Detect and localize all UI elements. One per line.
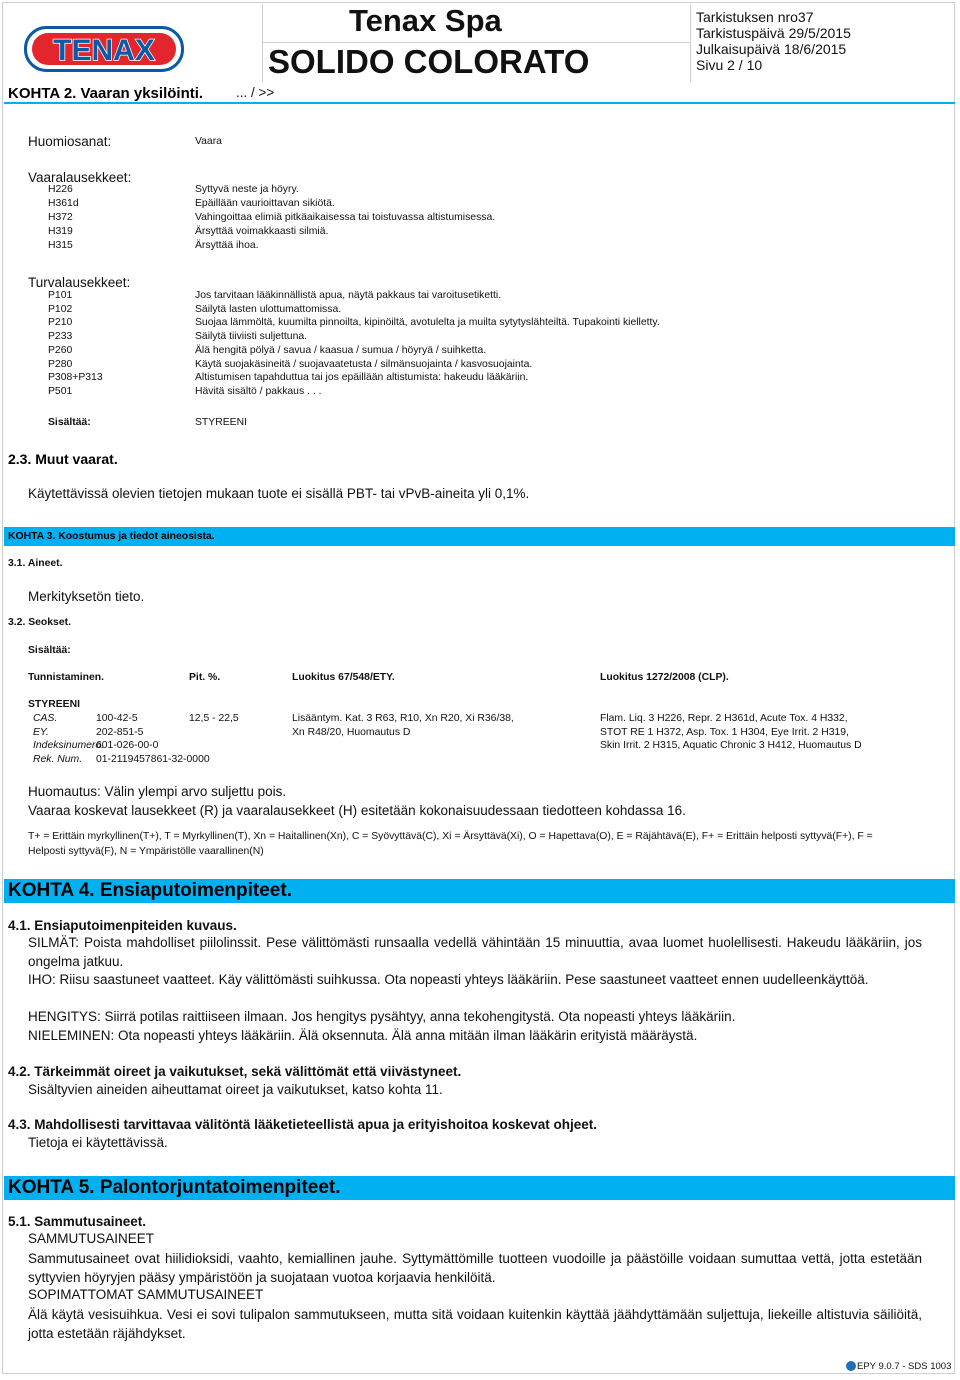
identifier-value: 01-2119457861-32-0000 — [96, 753, 210, 765]
hazard-code: H315 — [48, 240, 73, 251]
extinguishing-media-heading: SAMMUTUSAINEET — [28, 1231, 155, 1246]
subsection-3-1-text: Merkityksetön tieto. — [28, 589, 145, 604]
header-divider — [262, 4, 263, 82]
precaution-code: P260 — [48, 344, 73, 356]
extinguishing-media-text: Sammutusaineet ovat hiilidioksidi, vaahto, kemiallinen jauhe. Syttymättömille tuotteen vuodoille ja päästöille voidaan sumuttaa vettä, jotta estetään syttyvien höyryjen pääsy ympäristöön ja suojataan vuotoa korjaavia henkilöitä. — [28, 1251, 922, 1285]
continued-marker: ... / >> — [236, 85, 275, 100]
revision-number: Tarkistuksen nro37 — [696, 9, 814, 25]
hazard-code: H372 — [48, 212, 73, 223]
section-underline — [4, 102, 955, 104]
symbol-legend: T+ = Erittäin myrkyllinen(T+), T = Myrkyllinen(T), Xn = Haitallinen(Xn), C = Syövyttävä(C), Xi = Ärsyttävä(Xi), O = Hapettava(O), E = Räjähtävä(E), F+ = Erittäin helposti syttyvä(F+), F = Helposti syttyvä(F), N = Ympäristölle vaarallinen(N) — [28, 831, 873, 857]
signal-word-value: Vaara — [195, 136, 222, 147]
precaution-code: P308+P313 — [48, 372, 103, 384]
precaution-text: Säilytä lasten ulottumattomissa. — [195, 303, 342, 315]
precaution-code: P280 — [48, 358, 73, 370]
epy-logo-icon — [846, 1361, 856, 1371]
precaution-text: Käytä suojakäsineitä / suojavaatetusta / silmänsuojainta / kasvosuojainta. — [195, 358, 533, 370]
subsection-2-3-title: 2.3. Muut vaarat. — [8, 451, 118, 467]
identifier-value: 100-42-5 — [96, 713, 138, 724]
first-aid-inhalation: HENGITYS: Siirrä potilas raittiiseen ilmaan. Jos hengitys pysähtyy, anna tekohengitystä. Ota nopeasti yhteys lääkäriin. — [28, 1009, 736, 1024]
logo-text: TENAX — [53, 34, 155, 67]
note-upper-limit: Huomautus: Välin ylempi arvo suljettu pois. — [28, 784, 287, 799]
precaution-code: P210 — [48, 317, 73, 329]
identifier-label: Indeksinumero. — [33, 740, 105, 752]
subsection-3-2-title: 3.2. Seokset. — [8, 617, 71, 628]
precaution-text: Jos tarvitaan lääkinnällistä apua, näytä pakkaus tai varoitusetiketti. — [195, 290, 502, 301]
dsd-line: Xn R48/20, Huomautus D — [292, 726, 411, 738]
hazard-text: Syttyvä neste ja höyry. — [195, 184, 299, 195]
hazard-statements-label: Vaaralausekkeet: — [28, 170, 132, 185]
subsection-2-3-text: Käytettävissä olevien tietojen mukaan tuote ei sisällä PBT- tai vPvB-aineita yli 0,1%. — [28, 486, 530, 501]
subsection-4-2-title: 4.2. Tärkeimmät oireet ja vaikutukset, sekä välittömät että viivästyneet. — [8, 1064, 462, 1079]
identifier-label: CAS. — [33, 713, 58, 724]
precaution-text: Altistumisen tapahduttua tai jos epäillään altistumista: hakeudu lääkäriin. — [195, 372, 529, 384]
subsection-4-3-text: Tietoja ei käytettävissä. — [28, 1135, 168, 1150]
precaution-code: P101 — [48, 290, 73, 301]
subsection-4-2-text: Sisältyvien aineiden aiheuttamat oireet ja vaikutukset, katso kohta 11. — [28, 1082, 443, 1097]
section-2-title: KOHTA 2. Vaaran yksilöinti. — [8, 85, 204, 102]
precaution-text: Älä hengitä pölyä / savua / kaasua / sumua / höyryä / suihketta. — [195, 344, 487, 356]
publish-date: Julkaisupäivä 18/6/2015 — [696, 41, 847, 57]
footer-version: EPY 9.0.7 - SDS 1003 — [857, 1361, 952, 1372]
mixture-contains-label: Sisältää: — [28, 645, 71, 656]
identifier-value: 202-851-5 — [96, 726, 144, 738]
page-number: Sivu 2 / 10 — [696, 57, 763, 73]
company-name: Tenax Spa — [349, 3, 502, 38]
hazard-text: Ärsyttää voimakkaasti silmiä. — [195, 226, 329, 237]
precaution-code: P233 — [48, 331, 73, 343]
section-5-title: KOHTA 5. Palontorjuntatoimenpiteet. — [8, 1177, 341, 1198]
identifier-label: EY. — [33, 726, 49, 738]
precaution-code: P501 — [48, 385, 73, 397]
unsuitable-media-text: Älä käytä vesisuihkua. Vesi ei sovi tulipalon sammutukseen, mutta sitä voidaan kuitenkin käyttää jäähdyttämään suljettuja, liekeille altistuvia säiliöitä, jotta estetään räjähdykset. — [28, 1307, 922, 1341]
identifier-value: 601-026-00-0 — [96, 740, 159, 752]
subsection-5-1-title: 5.1. Sammutusaineet. — [8, 1214, 147, 1229]
hazard-text: Vahingoittaa elimiä pitkäaikaisessa tai toistuvassa altistumisessa. — [195, 212, 496, 223]
header-divider — [690, 4, 691, 82]
unsuitable-media-heading: SOPIMATTOMAT SAMMUTUSAINEET — [28, 1287, 264, 1302]
hazard-text: Ärsyttää ihoa. — [195, 240, 259, 251]
dsd-line: Lisääntym. Kat. 3 R63, R10, Xn R20, Xi R36/38, — [292, 713, 514, 724]
first-aid-ingestion: NIELEMINEN: Ota nopeasti yhteys lääkäriin. Älä oksennuta. Älä anna mitään ilman lääkärin erityistä määräystä. — [28, 1028, 698, 1043]
table-header-concentration: Pit. %. — [189, 672, 221, 683]
page-frame — [2, 2, 955, 1374]
substance-name: STYREENI — [28, 699, 80, 710]
product-name: SOLIDO COLORATO — [268, 43, 590, 80]
subsection-4-1-title: 4.1. Ensiaputoimenpiteiden kuvaus. — [8, 918, 237, 933]
table-header-identification: Tunnistaminen. — [28, 672, 105, 683]
signal-word-label: Huomiosanat: — [28, 134, 112, 149]
note-statements: Vaaraa koskevat lausekkeet (R) ja vaaralausekkeet (H) esitetään kokonaisuudessaan tiedotteen kohdassa 16. — [28, 803, 686, 818]
subsection-3-1-title: 3.1. Aineet. — [8, 558, 63, 569]
identifier-label: Rek. Num. — [33, 753, 83, 765]
table-header-dsd: Luokitus 67/548/ETY. — [292, 672, 395, 683]
hazard-code: H319 — [48, 226, 73, 237]
hazard-code: H361d — [48, 198, 79, 209]
clp-line: STOT RE 1 H372, Asp. Tox. 1 H304, Eye Irrit. 2 H319, — [600, 726, 849, 738]
first-aid-skin: IHO: Riisu saastuneet vaatteet. Käy välittömästi suihkussa. Ota nopeasti yhteys lääkäriin. Pese saastuneet vaatteet ennen uudelleenkäyttöä. — [28, 972, 869, 987]
clp-line: Flam. Liq. 3 H226, Repr. 2 H361d, Acute Tox. 4 H332, — [600, 713, 848, 724]
contains-label: Sisältää: — [48, 417, 91, 428]
concentration-value: 12,5 - 22,5 — [189, 713, 239, 724]
clp-line: Skin Irrit. 2 H315, Aquatic Chronic 3 H412, Huomautus D — [600, 740, 862, 752]
precaution-text: Suojaa lämmöltä, kuumilta pinnoilta, kipinöiltä, avotulelta ja muilta sytytyslähteiltä. Tupakointi kielletty. — [195, 317, 660, 329]
first-aid-eyes: SILMÄT: Poista mahdolliset piilolinssit. Pese välittömästi runsaalla vedellä vähintään 15 minuuttia, avaa luomet huolellisesti. Hakeudu lääkäriin, jos ongelma jatkuu. — [28, 935, 922, 969]
precaution-code: P102 — [48, 303, 73, 315]
hazard-code: H226 — [48, 184, 73, 195]
tenax-logo — [24, 26, 184, 72]
contains-value: STYREENI — [195, 417, 247, 428]
section-4-title: KOHTA 4. Ensiaputoimenpiteet. — [8, 880, 292, 901]
precautionary-statements-label: Turvalausekkeet: — [28, 275, 131, 290]
hazard-text: Epäillään vaurioittavan sikiötä. — [195, 198, 335, 209]
precaution-text: Hävitä sisältö / pakkaus . . . — [195, 385, 322, 397]
revision-date: Tarkistuspäivä 29/5/2015 — [696, 25, 851, 41]
logo-cell — [4, 4, 254, 82]
precaution-text: Säilytä tiiviisti suljettuna. — [195, 331, 308, 343]
table-header-clp: Luokitus 1272/2008 (CLP). — [600, 672, 729, 683]
section-3-title: KOHTA 3. Koostumus ja tiedot aineosista. — [8, 531, 215, 542]
subsection-4-3-title: 4.3. Mahdollisesti tarvittavaa välitöntä lääketieteellistä apua ja erityishoitoa koskevat ohjeet. — [8, 1117, 597, 1132]
